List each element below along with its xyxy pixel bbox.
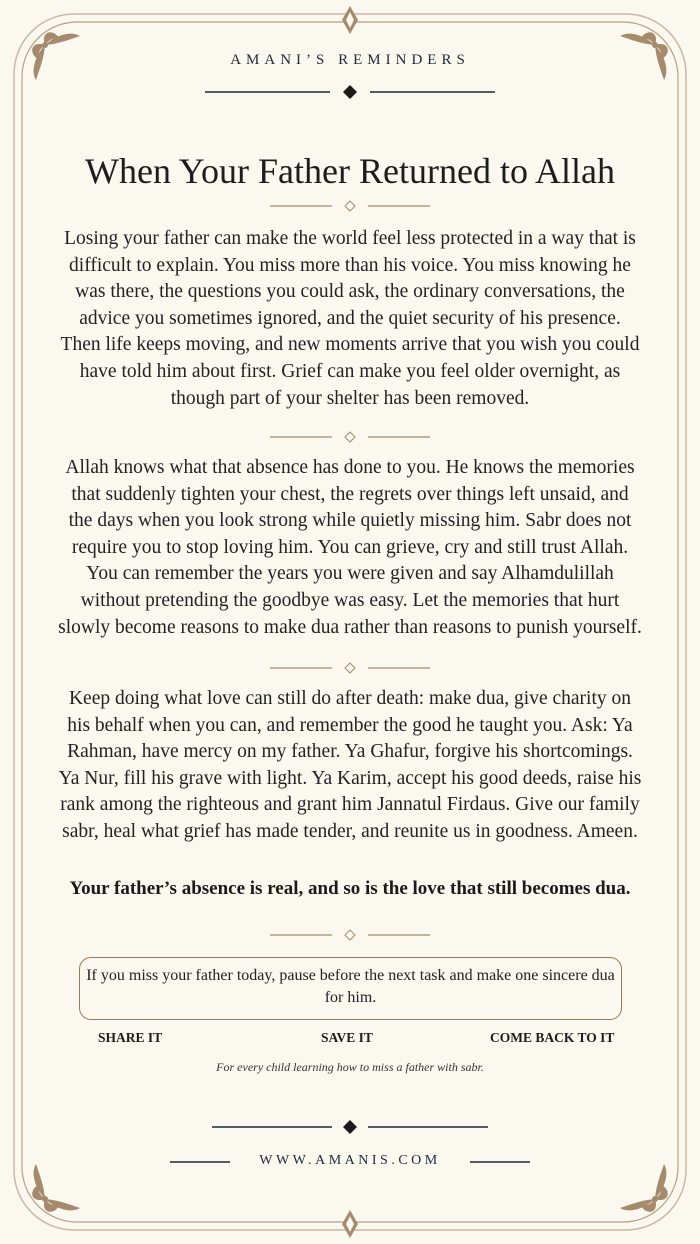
- diamond-outline-icon: [345, 663, 355, 673]
- footer-divider: [212, 1118, 488, 1136]
- diamond-outline-icon: [345, 930, 355, 940]
- title-divider: [270, 199, 430, 213]
- callout-text: If you miss your father today, pause before the next task and make one sincere dua for him.: [86, 967, 615, 1006]
- header-divider: [205, 82, 495, 102]
- section-divider-2: [270, 661, 430, 675]
- flourish-bottom-left-icon: [32, 1164, 80, 1212]
- footnote: For every child learning how to miss a father with sabr.: [216, 1060, 484, 1074]
- diamond-outline-icon: [345, 201, 355, 211]
- flourish-bottom-right-icon: [620, 1164, 668, 1212]
- share-button[interactable]: SHARE IT: [98, 1030, 163, 1045]
- save-button[interactable]: SAVE IT: [321, 1030, 373, 1045]
- closing-line: Your father’s absence is real, and so is the love that still becomes dua.: [69, 878, 631, 899]
- diamond-outline-icon: [345, 432, 355, 442]
- brand-header: AMANI’S REMINDERS: [230, 52, 470, 68]
- section-divider-1: [270, 430, 430, 444]
- diamond-icon: [343, 1120, 357, 1134]
- paragraph-1: Losing your father can make the world feel less protected in a way that is difficult to explain. You miss more than his voice. You miss knowing he was there, the questions you could ask, the ordinary conversations, the advice you sometimes ignored, and the quiet security of his presence. Then life keeps moving, and new moments arrive that you wish you could have told him about first. Grief can make you feel older overnight, as though part of your shelter has been removed.: [60, 228, 640, 409]
- action-row: [79, 1030, 631, 1050]
- section-divider-3: [270, 928, 430, 942]
- come-back-button[interactable]: COME BACK TO IT: [490, 1030, 615, 1045]
- paragraph-2: Allah knows what that absence has done to you. He knows the memories that suddenly tighten your chest, the regrets over things left unsaid, and the days when you look strong while quietly missing him. Sabr does not require you to stop loving him. You can grieve, cry and still trust Allah. You can remember the years you were given and say Alhamdulillah without pretending the goodbye was easy. Let the memories that hurt slowly become reasons to make dua rather than reasons to punish yourself.: [58, 457, 642, 638]
- dua-callout-box: [79, 957, 622, 1020]
- paragraph-3: Keep doing what love can still do after death: make dua, give charity on his behalf when you can, and remember the good he taught you. Ask: Ya Rahman, have mercy on my father. Ya Ghafur, forgive his shortcomings. Ya Nur, fill his grave with light. Ya Karim, accept his good deeds, raise his rank among the righteous and grant him Jannatul Firdaus. Give our family sabr, heal what grief has made tender, and reunite us in goodness. Ameen.: [58, 688, 642, 842]
- website-link[interactable]: WWW.AMANIS.COM: [259, 1153, 441, 1168]
- top-lozenge-icon: [342, 6, 358, 34]
- page-title: When Your Father Returned to Allah: [85, 151, 615, 191]
- diamond-icon: [343, 85, 357, 99]
- bottom-lozenge-icon: [342, 1210, 358, 1238]
